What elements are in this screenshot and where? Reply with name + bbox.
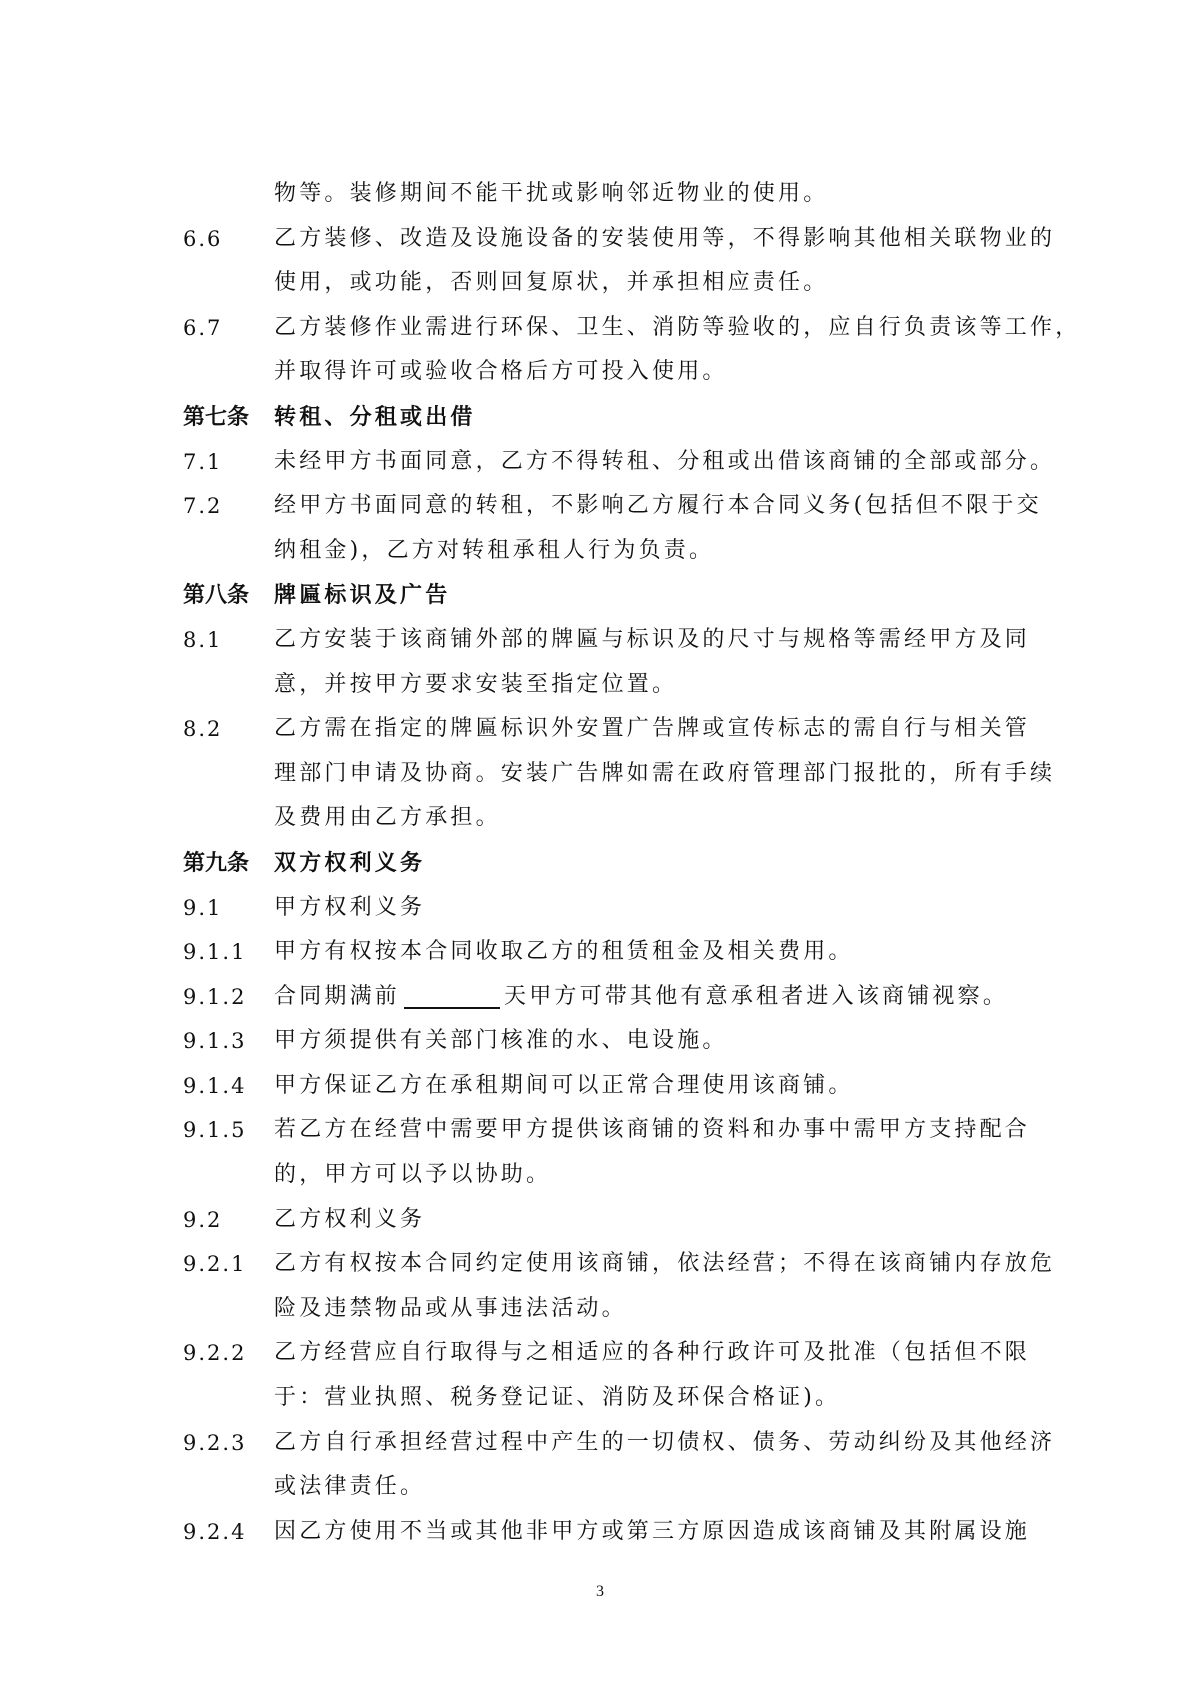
clause-line (0, 707, 1200, 752)
clause-line (0, 1287, 1200, 1332)
clause-number: 9.2 (183, 1207, 223, 1232)
section-number: 第九条 (183, 849, 250, 876)
clause-line (0, 618, 1200, 663)
clause-number: 9.1.5 (183, 1118, 247, 1143)
section-title: 转租、分租或出借 (274, 403, 476, 430)
clause-text: 甲方有权按本合同收取乙方的租赁租金及相关费用。 (274, 939, 854, 965)
clause-line (0, 752, 1200, 797)
clause-number: 9.2.2 (183, 1341, 247, 1366)
clause-line (0, 930, 1200, 975)
clause-line (0, 261, 1200, 306)
clause-line (0, 484, 1200, 529)
clause-text (274, 975, 1034, 1020)
clause-text-after-blank: 天甲方可带其他有意承租者进入该商铺视察。 (504, 983, 1009, 1009)
clause-line (0, 529, 1200, 574)
clause-line (0, 663, 1200, 708)
clause-number: 6.6 (183, 226, 223, 251)
clause-text: 纳租金)，乙方对转租承租人行为负责。 (274, 537, 715, 563)
section-heading (0, 395, 1200, 440)
clause-text: 理部门申请及协商。安装广告牌如需在政府管理部门报批的，所有手续 (274, 760, 1056, 786)
section-heading (0, 573, 1200, 618)
contract-body (0, 172, 1200, 1554)
clause-line (0, 172, 1200, 217)
clause-number: 8.2 (183, 717, 223, 742)
clause-text: 经甲方书面同意的转租，不影响乙方履行本合同义务(包括但不限于交 (274, 493, 1042, 519)
clause-number: 9.1.2 (183, 984, 247, 1009)
section-number: 第八条 (183, 582, 250, 609)
clause-line (0, 1465, 1200, 1510)
clause-text: 乙方安装于该商铺外部的牌匾与标识及的尺寸与规格等需经甲方及同 (274, 626, 1031, 652)
clause-text: 乙方自行承担经营过程中产生的一切债权、债务、劳动纠纷及其他经济 (274, 1429, 1056, 1455)
clause-line (0, 1510, 1200, 1555)
clause-line (0, 306, 1200, 351)
clause-text: 甲方权利义务 (274, 894, 426, 920)
clause-text: 未经甲方书面同意，乙方不得转租、分租或出借该商铺的全部或部分。 (274, 448, 1056, 474)
clause-text: 乙方需在指定的牌匾标识外安置广告牌或宣传标志的需自行与相关管 (274, 716, 1031, 742)
clause-text: 乙方经营应自行取得与之相适应的各种行政许可及批准（包括但不限 (274, 1340, 1031, 1366)
clause-text: 乙方权利义务 (274, 1206, 426, 1232)
clause-line (0, 217, 1200, 262)
clause-line (0, 1019, 1200, 1064)
clause-text: 因乙方使用不当或其他非甲方或第三方原因造成该商铺及其附属设施 (274, 1518, 1031, 1544)
clause-text: 及费用由乙方承担。 (274, 805, 501, 831)
clause-number: 9.2.1 (183, 1252, 247, 1277)
clause-text: 乙方装修作业需进行环保、卫生、消防等验收的，应自行负责该等工作， (274, 314, 1081, 340)
clause-line (0, 1242, 1200, 1287)
clause-text: 于：营业执照、税务登记证、消防及环保合格证)。 (274, 1385, 841, 1411)
clause-number: 9.1.3 (183, 1029, 247, 1054)
clause-line (0, 350, 1200, 395)
clause-text: 甲方保证乙方在承租期间可以正常合理使用该商铺。 (274, 1072, 854, 1098)
clause-line (0, 1064, 1200, 1109)
clause-line (0, 886, 1200, 931)
clause-number: 9.1.4 (183, 1073, 247, 1098)
clause-number: 9.1.1 (183, 940, 247, 965)
clause-text: 物等。装修期间不能干扰或影响邻近物业的使用。 (274, 181, 829, 206)
section-heading (0, 841, 1200, 886)
clause-text: 若乙方在经营中需要甲方提供该商铺的资料和办事中需甲方支持配合 (274, 1117, 1031, 1143)
clause-line (0, 1153, 1200, 1198)
clause-text-before-blank: 合同期满前 (274, 983, 401, 1009)
clause-line (0, 1198, 1200, 1243)
clause-text: 乙方装修、改造及设施设备的安装使用等，不得影响其他相关联物业的 (274, 225, 1056, 251)
clause-text: 乙方有权按本合同约定使用该商铺，依法经营；不得在该商铺内存放危 (274, 1251, 1056, 1277)
clause-line (0, 1331, 1200, 1376)
clause-number: 7.1 (183, 449, 223, 474)
clause-number: 9.1 (183, 895, 223, 920)
clause-text: 使用，或功能，否则回复原状，并承担相应责任。 (274, 270, 829, 296)
page-number: 3 (596, 1583, 604, 1600)
clause-number: 9.2.4 (183, 1519, 247, 1544)
section-title: 双方权利义务 (274, 849, 426, 876)
clause-line (0, 440, 1200, 485)
clause-text: 的，甲方可以予以协助。 (274, 1162, 552, 1188)
section-title: 牌匾标识及广告 (274, 582, 451, 609)
section-number: 第七条 (183, 403, 250, 430)
clause-text: 或法律责任。 (274, 1474, 426, 1500)
clause-text: 并取得许可或验收合格后方可投入使用。 (274, 359, 728, 385)
clause-line (0, 1376, 1200, 1421)
clause-line (0, 1108, 1200, 1153)
clause-line (0, 1421, 1200, 1466)
clause-number: 6.7 (183, 315, 223, 340)
clause-number: 9.2.3 (183, 1430, 247, 1455)
clause-text: 意，并按甲方要求安装至指定位置。 (274, 671, 678, 697)
clause-text: 甲方须提供有关部门核准的水、电设施。 (274, 1028, 728, 1054)
clause-number: 7.2 (183, 494, 223, 519)
fill-in-blank (404, 981, 500, 1009)
clause-text: 险及违禁物品或从事违法活动。 (274, 1295, 627, 1321)
clause-number: 8.1 (183, 627, 223, 652)
clause-line (0, 796, 1200, 841)
clause-line (0, 975, 1200, 1020)
